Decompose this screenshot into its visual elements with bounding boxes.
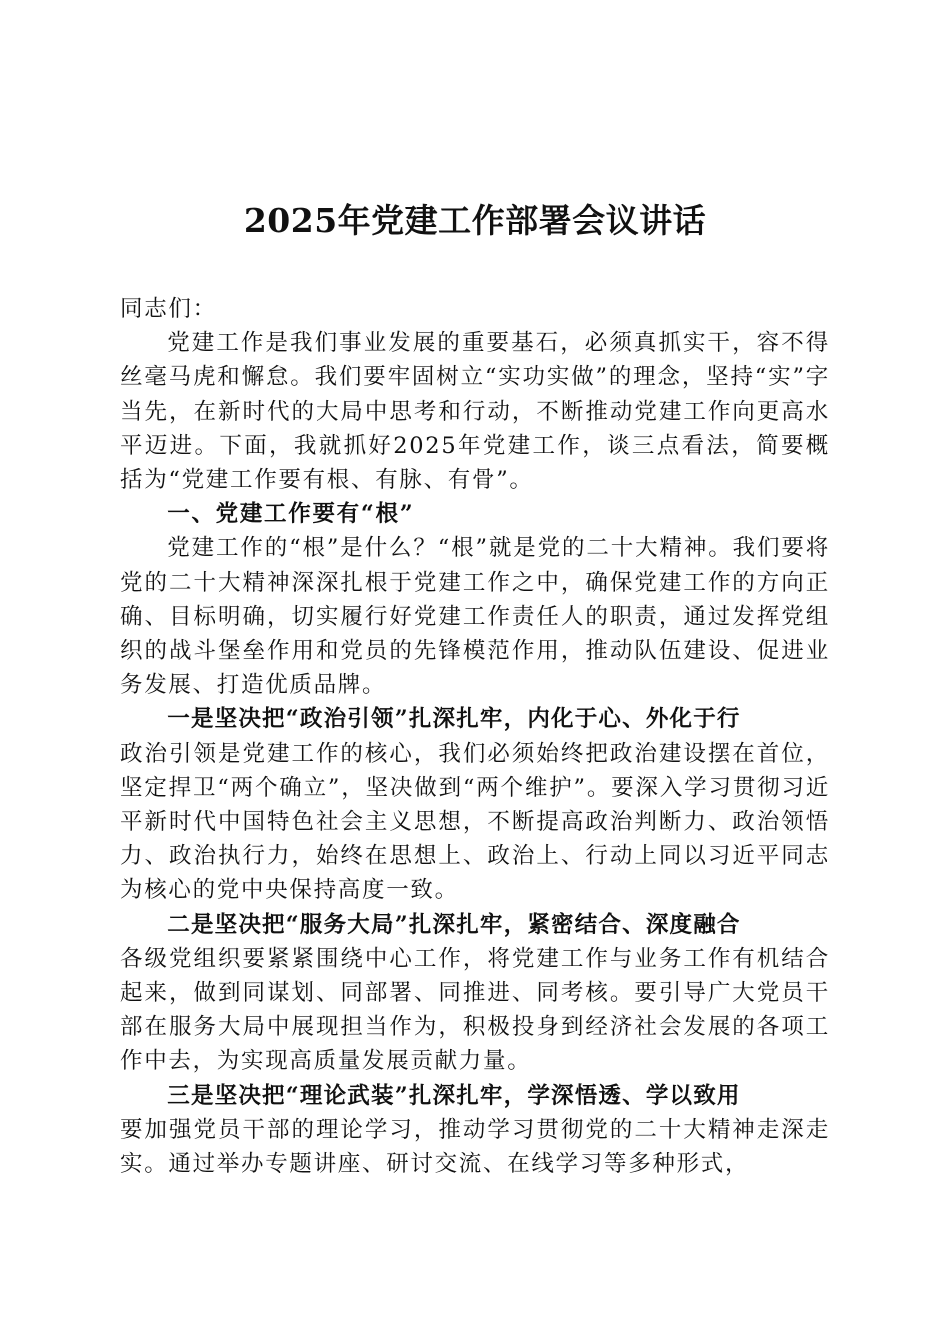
section-1-paragraph: 党建工作的“根”是什么？“根”就是党的二十大精神。我们要将党的二十大精神深深扎根于党建工作之中，确保党建工作的方向正确、目标明确，切实履行好党建工作责任人的职责，通过发挥党组织的战斗堡垒作用和党员的先锋模范作用，推动队伍建设、促进业务发展、打造优质品牌。 [120,535,830,699]
point-1-heading: 一是坚决把“政治引领”扎深扎牢，内化于心、外化于行 [167,706,741,733]
point-3-heading: 三是坚决把“理论武装”扎深扎牢，学深悟透、学以致用 [167,1082,741,1109]
section-1-heading: 一、党建工作要有“根” [167,501,415,528]
document-body [120,292,830,1181]
salutation: 同志们： [120,296,217,322]
intro-paragraph: 党建工作是我们事业发展的重要基石，必须真抓实干，容不得丝毫马虎和懈怠。我们要牢固树立“实功实做”的理念，坚持“实”字当先，在新时代的大局中思考和行动，不断推动党建工作向更高水平迈进。下面，我就抓好2025年党建工作，谈三点看法，简要概括为“党建工作要有根、有脉、有骨”。 [120,330,830,494]
point-2 [120,908,830,1079]
point-3 [120,1079,830,1182]
point-2-heading: 二是坚决把“服务大局”扎深扎牢，紧密结合、深度融合 [167,911,741,938]
point-1-text: 政治引领是党建工作的核心，我们必须始终把政治建设摆在首位，坚定捍卫“两个确立”，坚决做到“两个维护”。要深入学习贯彻习近平新时代中国特色社会主义思想，不断提高政治判断力、政治领悟力、政治执行力，始终在思想上、政治上、行动上同以习近平同志为核心的党中央保持高度一致。 [120,740,830,904]
point-1 [120,702,830,907]
document-title: 2025年党建工作部署会议讲话 [243,201,707,240]
point-3-text: 要加强党员干部的理论学习，推动学习贯彻党的二十大精神走深走实。通过举办专题讲座、研讨交流、在线学习等多种形式， [120,1116,830,1178]
point-2-text: 各级党组织要紧紧围绕中心工作，将党建工作与业务工作有机结合起来，做到同谋划、同部署、同推进、同考核。要引导广大党员干部在服务大局中展现担当作为，积极投身到经济社会发展的各项工作中去，为实现高质量发展贡献力量。 [120,945,830,1075]
